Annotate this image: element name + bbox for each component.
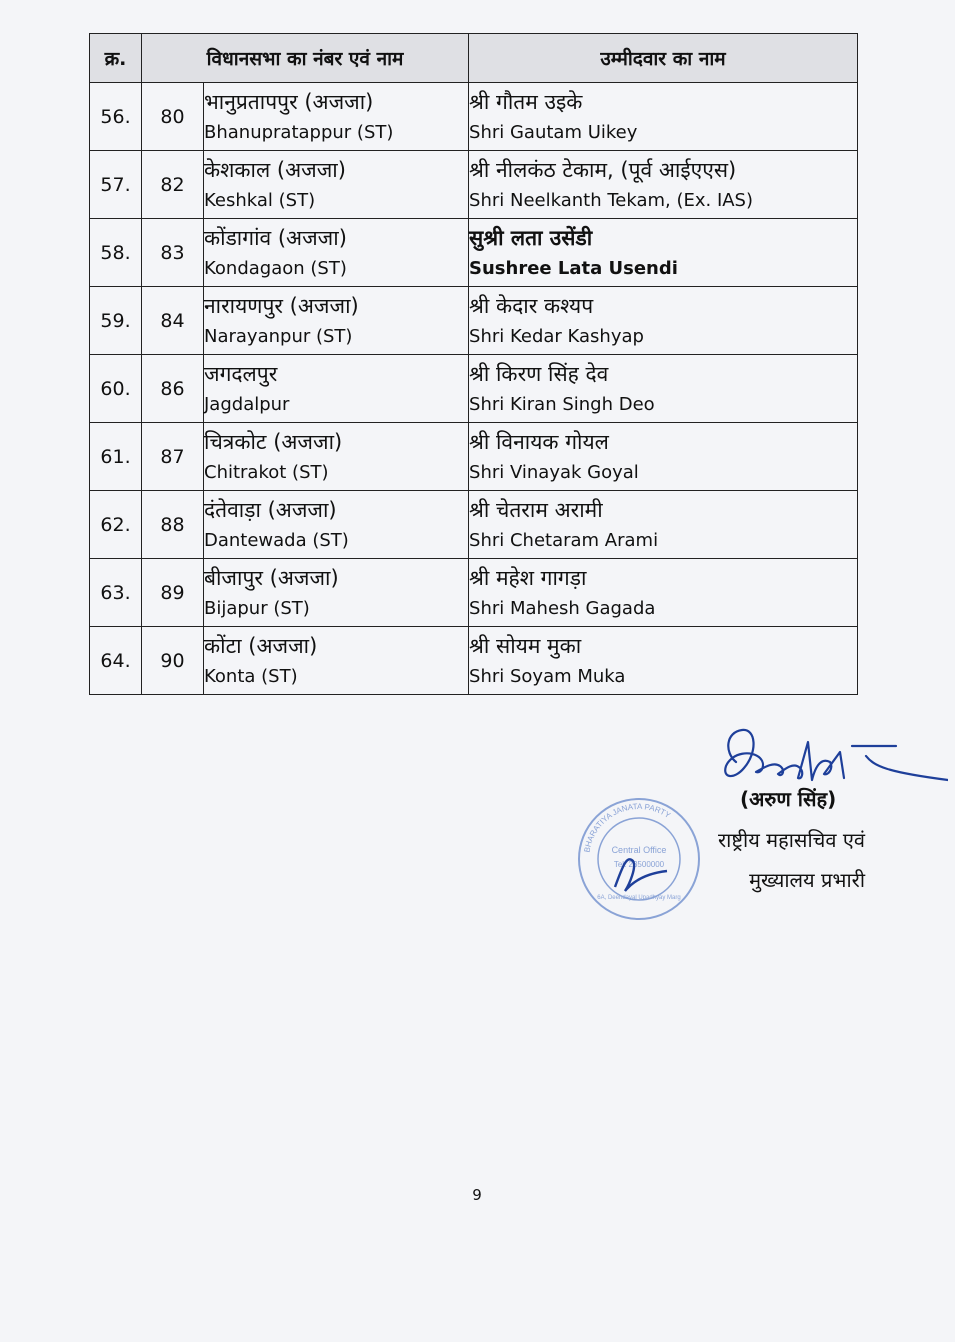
table-row (90, 355, 858, 423)
signatory-office: मुख्यालय प्रभारी (749, 868, 865, 892)
constituency-cell (204, 83, 469, 151)
candidate-cell (469, 491, 858, 559)
table-row (90, 287, 858, 355)
constituency-name-english: Jagdalpur (204, 393, 290, 415)
constituency-cell (204, 423, 469, 491)
serial-cell: 59. (90, 287, 142, 355)
header-candidate: उम्मीदवार का नाम (469, 34, 858, 83)
stamp-center-text: Central Office (611, 845, 667, 855)
table-header-row (90, 34, 858, 83)
constituency-cell (204, 559, 469, 627)
constituency-name-hindi: दंतेवाड़ा (अजजा) (204, 497, 337, 522)
serial-cell: 64. (90, 627, 142, 695)
constituency-number-cell: 80 (142, 83, 204, 151)
serial-cell: 63. (90, 559, 142, 627)
constituency-number-cell: 86 (142, 355, 204, 423)
candidate-cell (469, 287, 858, 355)
candidate-name-english: Shri Kiran Singh Deo (469, 393, 655, 415)
candidate-name-english: Shri Gautam Uikey (469, 121, 638, 143)
stamp-phone-text: Tel: 23500000 (613, 860, 665, 869)
constituency-name-hindi: केशकाल (अजजा) (204, 157, 346, 182)
table-row (90, 83, 858, 151)
constituency-name-english: Bhanupratappur (ST) (204, 121, 394, 143)
signatory-name: (अरुण सिंह) (740, 787, 837, 811)
constituency-cell (204, 287, 469, 355)
constituency-number-cell: 89 (142, 559, 204, 627)
page-number: 9 (472, 1186, 482, 1204)
candidate-name-hindi: श्री सोयम मुका (469, 633, 582, 658)
table-row (90, 423, 858, 491)
candidate-name-english: Shri Kedar Kashyap (469, 325, 644, 347)
candidate-cell (469, 83, 858, 151)
constituency-number-cell: 84 (142, 287, 204, 355)
candidate-name-hindi: श्री केदार कश्यप (469, 293, 594, 318)
candidate-cell (469, 627, 858, 695)
candidate-name-hindi: श्री गौतम उइके (469, 89, 583, 114)
party-stamp-seal (575, 795, 703, 923)
table-row (90, 627, 858, 695)
candidate-cell (469, 151, 858, 219)
header-serial: क्र. (90, 34, 142, 83)
constituency-number-cell: 87 (142, 423, 204, 491)
serial-cell: 61. (90, 423, 142, 491)
table-row (90, 151, 858, 219)
constituency-number-cell: 82 (142, 151, 204, 219)
candidate-name-english: Shri Neelkanth Tekam, (Ex. IAS) (469, 189, 754, 211)
candidate-name-hindi: श्री नीलकंठ टेकाम, (पूर्व आईएएस) (469, 157, 737, 182)
constituency-name-hindi: बीजापुर (अजजा) (204, 565, 339, 590)
constituency-name-english: Kondagaon (ST) (204, 257, 347, 279)
constituency-name-english: Keshkal (ST) (204, 189, 316, 211)
constituency-cell (204, 627, 469, 695)
candidate-cell (469, 423, 858, 491)
table-row (90, 219, 858, 287)
candidate-name-hindi: सुश्री लता उसेंडी (469, 225, 593, 250)
candidate-cell (469, 219, 858, 287)
candidate-name-english: Shri Chetaram Arami (469, 529, 659, 551)
candidate-name-hindi: श्री किरण सिंह देव (469, 361, 609, 386)
serial-cell: 60. (90, 355, 142, 423)
constituency-name-english: Konta (ST) (204, 665, 298, 687)
candidate-cell (469, 355, 858, 423)
candidate-name-english: Shri Soyam Muka (469, 665, 626, 687)
constituency-number-cell: 90 (142, 627, 204, 695)
constituency-name-english: Dantewada (ST) (204, 529, 349, 551)
stamp-ring-text: BHARATIYA JANATA PARTY (582, 801, 673, 854)
constituency-number-cell: 88 (142, 491, 204, 559)
serial-cell: 57. (90, 151, 142, 219)
constituency-cell (204, 151, 469, 219)
signatory-title: राष्ट्रीय महासचिव एवं (718, 828, 865, 852)
candidate-cell (469, 559, 858, 627)
constituency-name-english: Bijapur (ST) (204, 597, 310, 619)
serial-cell: 62. (90, 491, 142, 559)
constituency-name-hindi: नारायणपुर (अजजा) (204, 293, 359, 318)
serial-cell: 56. (90, 83, 142, 151)
constituency-number-cell: 83 (142, 219, 204, 287)
constituency-name-english: Chitrakot (ST) (204, 461, 329, 483)
constituency-cell (204, 219, 469, 287)
constituency-cell (204, 355, 469, 423)
candidate-table (89, 33, 858, 695)
constituency-name-hindi: जगदलपुर (204, 361, 278, 386)
constituency-name-hindi: भानुप्रतापपुर (अजजा) (204, 89, 374, 114)
candidate-name-english: Shri Mahesh Gagada (469, 597, 656, 619)
candidate-name-english: Shri Vinayak Goyal (469, 461, 639, 483)
candidate-name-english: Sushree Lata Usendi (469, 257, 678, 279)
constituency-name-hindi: कोंडागांव (अजजा) (204, 225, 347, 250)
table-row (90, 491, 858, 559)
stamp-address-text: 6A, Deendayal Upadhyay Marg (597, 895, 681, 901)
constituency-name-english: Narayanpur (ST) (204, 325, 353, 347)
candidate-name-hindi: श्री विनायक गोयल (469, 429, 609, 454)
constituency-name-hindi: चित्रकोट (अजजा) (204, 429, 343, 454)
candidate-name-hindi: श्री चेतराम अरामी (469, 497, 603, 522)
header-constituency: विधानसभा का नंबर एवं नाम (142, 34, 469, 83)
constituency-cell (204, 491, 469, 559)
serial-cell: 58. (90, 219, 142, 287)
table-row (90, 559, 858, 627)
candidate-name-hindi: श्री महेश गागड़ा (469, 565, 587, 590)
constituency-name-hindi: कोंटा (अजजा) (204, 633, 318, 658)
